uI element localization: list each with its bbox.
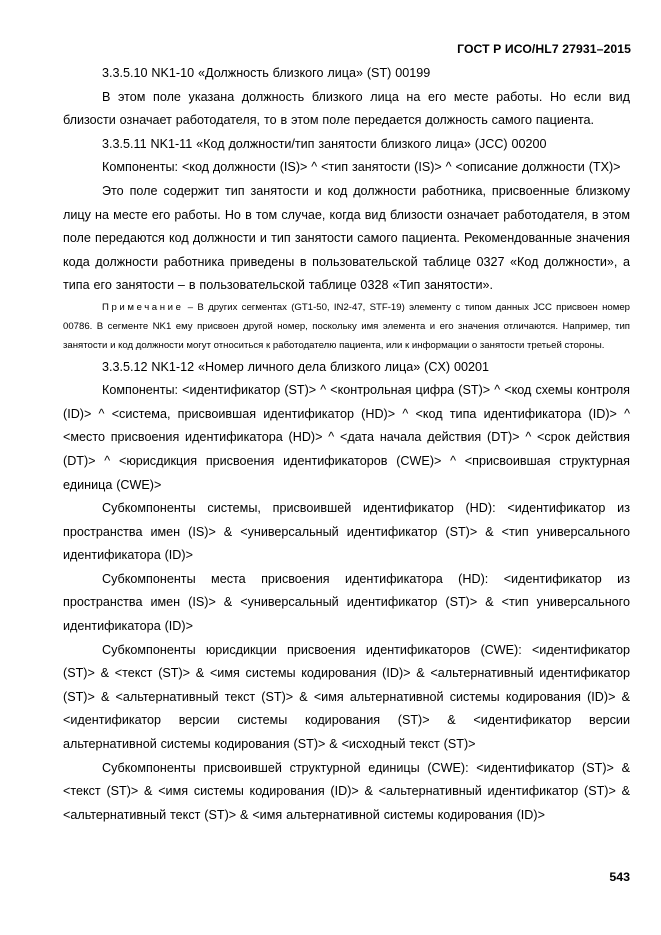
subcomponents-paragraph: Субкомпоненты места присвоения идентификатора (HD): <идентификатор из пространства имен (IS)> & <универсальный идентификатор (ST)> & <тип универсального идентификатора (ID)>	[63, 571, 630, 634]
section-heading: 3.3.5.11 NK1-11 «Код должности/тип занятости близкого лица» (JCC) 00200	[102, 136, 547, 151]
page-body	[63, 62, 630, 827]
section-heading: 3.3.5.10 NK1-10 «Должность близкого лица» (ST) 00199	[102, 66, 431, 80]
page-number: 543	[609, 870, 630, 884]
body-paragraph: В этом поле указана должность близкого лица на его месте работы. Но если вид близости означает работодателя, то в этом поле передается должность самого пациента.	[63, 89, 630, 128]
body-paragraph: Это поле содержит тип занятости и код должности работника, присвоенные близкому лицу на месте его работы. Но в том случае, когда вид близости означает работодателя, в этом поле передаются код должности и тип занятости самого пациента. Рекомендованные значения кода должности работника приведены в пользовательской таблице 0327 «Код должности», а типа его занятости – в пользовательской таблице 0328 «Тип занятости».	[63, 183, 630, 293]
note-paragraph	[63, 298, 630, 356]
components-paragraph: Компоненты: <идентификатор (ST)> ^ <контрольная цифра (ST)> ^ <код схемы контроля (ID)> ^ <система, присвоившая идентификатор (HD)> ^ <код типа идентификатора (ID)> ^ <место присвоения идентификатора (HD)> ^ <дата начала действия (DT)> ^ <срок действия (DT)> ^ <юрисдикция присвоения идентификаторов (CWE)> ^ <присвоившая структурная единица (CWE)>	[63, 383, 630, 492]
note-label: Примечание	[102, 301, 184, 313]
section-heading: 3.3.5.12 NK1-12 «Номер личного дела близкого лица» (CX) 00201	[102, 359, 489, 374]
subcomponents-paragraph: Субкомпоненты присвоившей структурной единицы (CWE): <идентификатор (ST)> & <текст (ST)> & <имя системы кодирования (ID)> & <альтернативный идентификатор (ST)> & <альтернативный текст (ST)> & <имя альтернативной системы кодирования (ID)>	[63, 760, 630, 822]
document-header: ГОСТ Р ИСО/HL7 27931–2015	[457, 42, 631, 56]
note-text: – В других сегментах (GT1-50, IN2-47, STF-19) элементу с типом данных JCC присвоен номер 00786. В сегменте NK1 ему присвоен другой номер, поскольку имя элемента и его значения отличаются. Например, тип занятости и код должности могут относиться к работодателю пациента, или к информации о занятости третьей стороны.	[63, 301, 630, 352]
subcomponents-paragraph: Субкомпоненты системы, присвоившей идентификатор (HD): <идентификатор из пространства имен (IS)> & <универсальный идентификатор (ST)> & <тип универсального идентификатора (ID)>	[63, 501, 630, 563]
components-paragraph: Компоненты: <код должности (IS)> ^ <тип занятости (IS)> ^ <описание должности (TX)>	[102, 160, 621, 175]
subcomponents-paragraph: Субкомпоненты юрисдикции присвоения идентификаторов (CWE): <идентификатор (ST)> & <текст (ST)> & <имя системы кодирования (ID)> & <альтернативный идентификатор (ST)> & <альтернативный текст (ST)> & <имя альтернативной системы кодирования (ID)> & <идентификатор версии системы кодирования (ST)> & <идентификатор версии альтернативной системы кодирования (ST)> & <исходный текст (ST)>	[63, 642, 630, 752]
